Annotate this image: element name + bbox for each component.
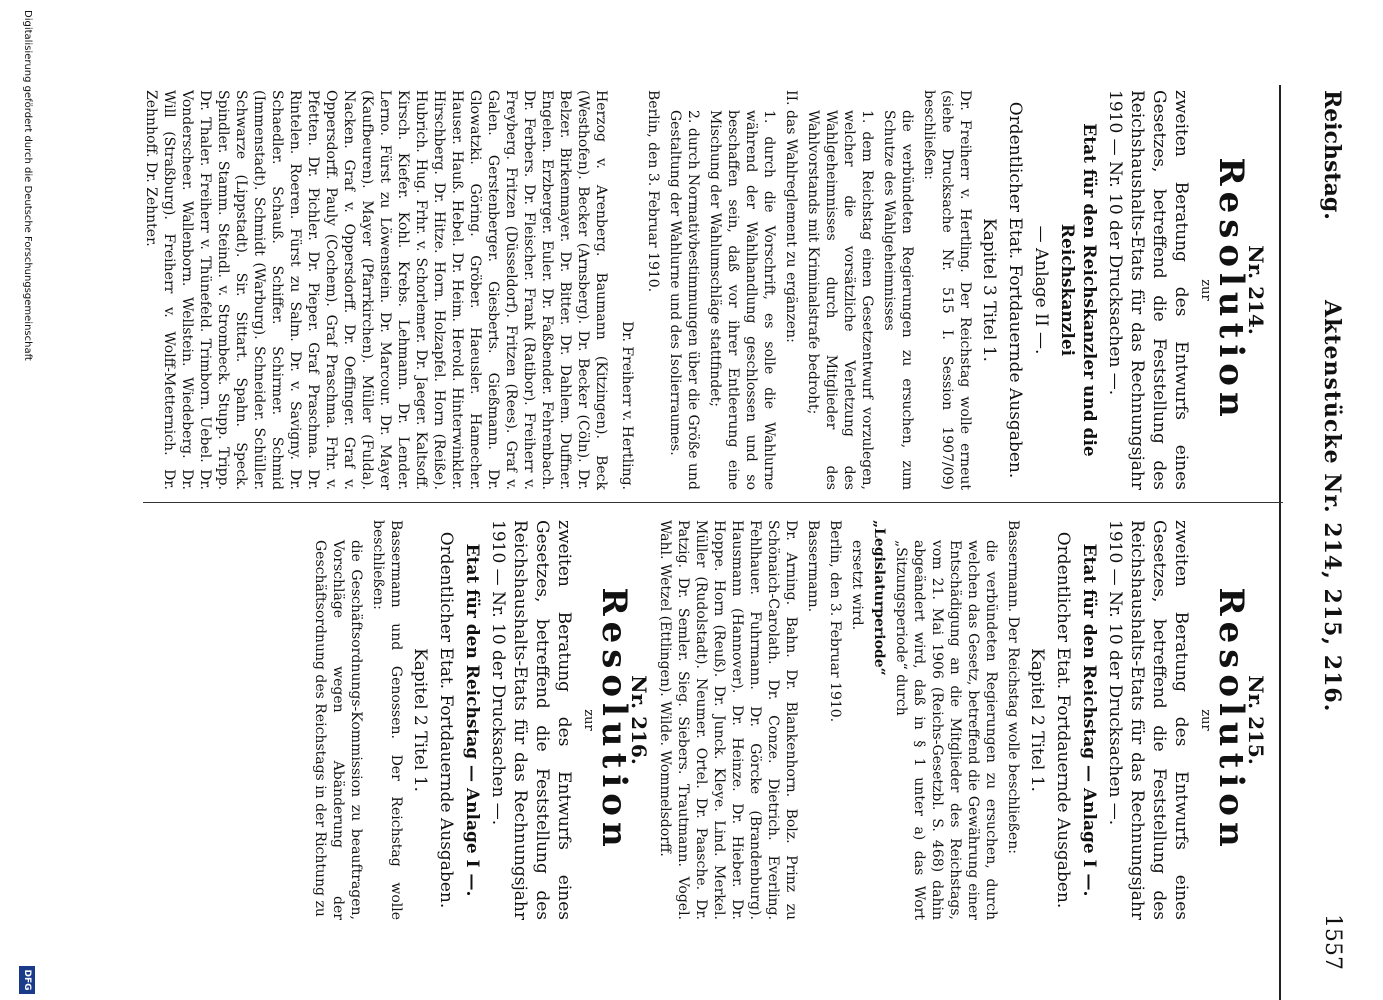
motion-item: 2. durch Normativbestimmungen über die Größe und Gestaltung der Wahlurne und des Isolierraumes. (667, 110, 701, 490)
resolution-number: Nr. 214. (1244, 245, 1268, 335)
signatories-list: Dr. Arning. Bahn. Dr. Blankenhorn. Bolz. Prinz zu Schönaich-Carolath. Dr. Conze. Dietrich. Everling. Fehlhauer. Fuhrmann. Dr. Görcke (Brandenburg). Hausmann (Hannover). Dr. Heinze. Dr. Hieber. Dr. Hoppe. Horn (Reuß). Dr. Junck. Kleye. Lind. Merkel. Müller (Rudolstadt). Neumer. Ortel. Dr. Paasche. Dr. Patzig. Dr. Semler. Sieg. Siebers. Trautmann. Vogel. Wahl. Wetzel (Ettlingen). Wilde. Wommelsdorff. (657, 520, 799, 920)
resolution-title: Resolution (594, 587, 634, 853)
kapitel-label: Kapitel 2 Titel 1. (1027, 648, 1047, 792)
ausgaben-label: Ordentlicher Etat. Fortdauernde Ausgaben. (436, 531, 456, 909)
digitization-footer (3, 0, 53, 1000)
zur-label: zur (1198, 279, 1213, 301)
header-rule (1279, 85, 1281, 1000)
signer: Dr. Freiherr v. Hertling. (619, 321, 635, 490)
date-line: Berlin, den 3. Februar 1910. (645, 90, 661, 293)
motion-text: die verbündeten Regierungen zu ersuchen, zum Schutze des Wahlgeheimnisses (881, 110, 915, 490)
resolution-intro: zweiten Beratung des Entwurfs eines Gesetzes, betreffend die Feststellung des Reichshaushalts-Etats für das Rechnungsjahr 1910 — Nr. 10 der Drucksachen —. (1105, 90, 1191, 490)
running-head-center: Aktenstücke Nr. 214, 215, 216. (1319, 300, 1345, 713)
anlage-label: — Anlage II —. (1031, 225, 1051, 355)
etat-heading: Etat für den Reichstag — Anlage I —. (462, 543, 482, 897)
etat-heading: Etat für den Reichstag — Anlage I —. (1079, 543, 1099, 897)
column-right (307, 520, 1273, 920)
digitization-note: Digitalisierung gefördert durch die Deutsche Forschungsgemeinschaft (22, 10, 33, 361)
resolution-intro: zweiten Beratung des Entwurfs eines Gesetzes, betreffend die Feststellung des Reichshaushalts-Etats für das Rechnungsjahr 1910 — Nr. 10 der Drucksachen —. (488, 520, 574, 920)
zur-label: zur (581, 709, 596, 731)
resolution-title: Resolution (1211, 157, 1251, 423)
running-head-left: Reichstag. (1319, 90, 1345, 220)
ausgaben-label: Ordentlicher Etat. Fortdauernde Ausgaben. (1005, 101, 1025, 479)
resolution-intro: zweiten Beratung des Entwurfs eines Gesetzes, betreffend die Feststellung des Reichshaushalts-Etats für das Rechnungsjahr 1910 — Nr. 10 der Drucksachen —. (1105, 520, 1191, 920)
signatories-list: Herzog v. Arenberg. Baumann (Kitzingen). Beck (Westhofen). Becker (Arnsberg). Dr. Becker (Cöln). Dr. Belzer. Birkenmayer. Dr. Bitter. Dr. Dahlem. Duffner. Engelen. Erzberger. Euler. Dr. Faßbender. Fehrenbach. Dr. Ferbers. Dr. Fleischer. Frank (Ratibor). Freiherr v. Freyberg. Fritzen (Düsseldorf). Fritzen (Rees). Graf v. Galen. Gerstenberger. Giesberts. Gießmann. Dr. Glowatzki. Göring. Gröber. Haeusler. Hamecher. Hauser. Hauß. Hebel. Dr. Heim. Herold. Hinterwinkler. Hirschberg. Dr. Hitze. Horn. Holzapfel. Horn (Reiße). Hubrich. Hug. Frhr. v. Schorlemer. Dr. Jaeger. Kaltsoff. Kirsch. Kiefer. Kohl. Krebs. Lehmann. Dr. Lender. Lerno. Fürst zu Löwenstein. Dr. Marcour. Dr. Mayer (Kaufbeuren). Mayer (Pfarrkirchen). Müller (Fulda). Nacken. Graf v. Oppersdorff. Dr. Oeffinger. Graf v. Oppersdorff. Pauly (Cochem). Graf Praschma. Frhr. v. Pfetten. Dr. Pichler. Dr. Pieper. Graf Praschma. Dr. Rintelen. Roeren. Fürst zu Salm. Dr. v. Savigny. Dr. Schaedler. Schauß. Schiffer. Schirmer. Schmid (Immenstadt). Schmidt (Warburg). Schneider. Schüller. Schwarze (Lippstadt). Sir. Sittart. Spahn. Speck. Spindler. Stamm. Steindl. v. Strombeck. Stupp. Tripp. Dr. Thaler. Freiherr v. Thünefeld. Trimborn. Uebel. Dr. Vonderscheer. Wallenborn. Wellstein. Wiedeberg. Dr. Will (Straßburg). Freiherr v. Wolff-Metternich. Dr. Zehnhoff. Dr. Zehnter. (143, 90, 609, 490)
date-line: Berlin, den 3. Februar 1910. (827, 520, 843, 723)
motion-text: ersetzt wird. (849, 540, 865, 631)
motion-text: die verbündeten Regierungen zu ersuchen, durch welchen das Gesetz, betreffend die Gewährung einer Entschädigung an die Mitglieder des Reichstags, vom 21. Mai 1906 (Reichs-Gesetzbl. S. 468) dahin abgeändert wird, daß in § 1 unter a) das Wort „Sitzungsperiode“ durch (893, 540, 999, 920)
motion-item: 1. durch die Vorschrift, es solle die Wahlurne während der Wahlhandlung geschlossen und so beschaffen sein, daß vor ihrer Entleerung eine Mischung der Wahlumschläge stattfindet; (707, 110, 777, 490)
page-number: 1557 (1320, 914, 1345, 970)
quoted-term: „Legislaturperiode“ (871, 520, 887, 676)
signer: Bassermann. (805, 520, 821, 613)
motion-item: II. das Wahlreglement zu ergänzen: (783, 90, 799, 343)
motion-text: die Geschäftsordnungs-Kommission zu beauftragen, Vorschläge wegen Abänderung der Geschäftsordnung des Reichstags in der Richtung zu (312, 540, 364, 920)
etat-heading: Etat für den Reichskanzler und die Reichskanzlei (1057, 123, 1099, 457)
motion-text: Bassermann und Genossen. Der Reichstag wolle beschließen: (370, 520, 404, 920)
ausgaben-label: Ordentlicher Etat. Fortdauernde Ausgaben. (1053, 531, 1073, 909)
resolution-number: Nr. 216. (627, 675, 651, 765)
motion-item: 1. dem Reichstag einen Gesetzentwurf vorzulegen, welcher die vorsätzliche Verletzung des Wahlgeheimnisses durch Mitglieder des Wahlvorstands mit Kriminalstrafe bedroht; (805, 110, 875, 490)
dfg-logo: DFG (19, 966, 35, 994)
resolution-title: Resolution (1211, 587, 1251, 853)
column-left (138, 90, 1273, 490)
zur-label: zur (1198, 709, 1213, 731)
motion-text: Dr. Freiherr v. Hertling. Der Reichstag wolle erneut (siehe Drucksache Nr. 515 I. Session 1907/09) beschließen: (921, 90, 973, 490)
kapitel-label: Kapitel 3 Titel 1. (979, 218, 999, 362)
column-divider (143, 502, 1283, 503)
motion-text: Bassermann. Der Reichstag wolle beschließen: (1005, 520, 1021, 854)
resolution-number: Nr. 215. (1244, 675, 1268, 765)
kapitel-label: Kapitel 2 Titel 1. (410, 648, 430, 792)
